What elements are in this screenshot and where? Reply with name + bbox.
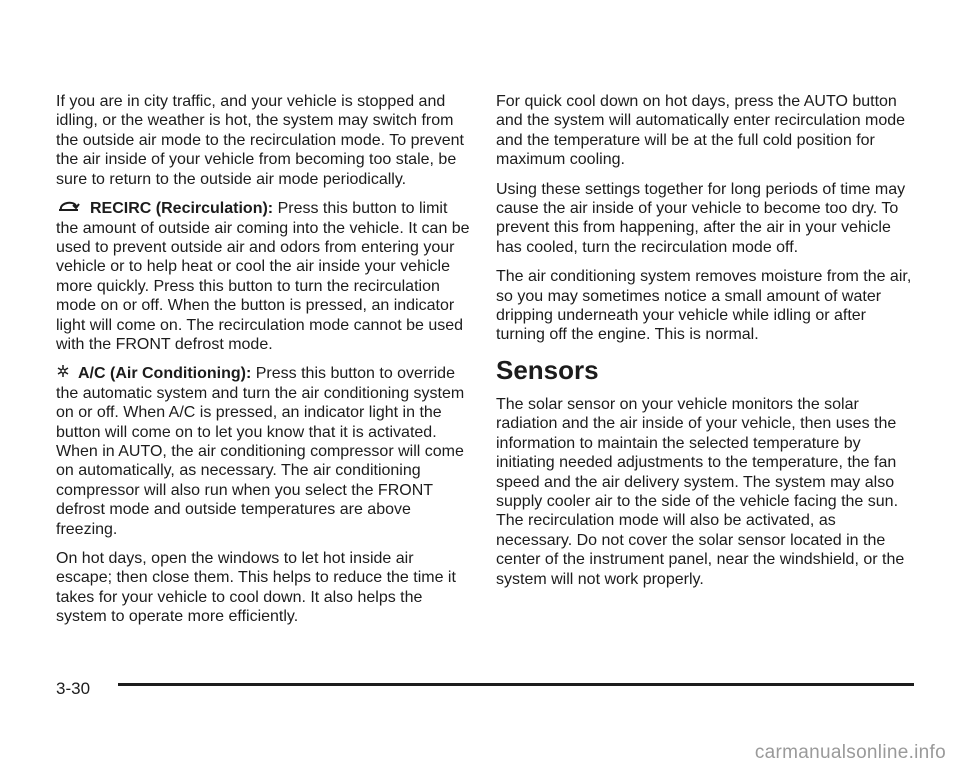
right-column [496,92,916,599]
paragraph-solar-sensor: The solar sensor on your vehicle monitors the solar radiation and the air inside of your vehicle, then uses the information to maintain the selected temperature by initiating needed adjustments to the temperature, the fan speed and the air delivery system. The system may also supply cooler air to the side of the vehicle facing the sun. The recirculation mode will also be activated, as necessary. Do not cover the solar sensor located in the center of the instrument panel, near the windshield, or the system will not work properly. [496,395,905,588]
paragraph-quick-cool: For quick cool down on hot days, press the AUTO button and the system will automatically enter recirculation mode and the temperature will be at the full cold position for maximum cooling. [496,93,906,169]
snowflake-icon [56,364,70,383]
paragraph-hot-days: On hot days, open the windows to let hot inside air escape; then close them. This helps to reduce the time it takes for your vehicle to cool down. It also helps the system to operate more efficiently. [56,550,456,626]
ac-title: A/C (Air Conditioning): [78,365,252,383]
paragraph-recirc [56,199,474,354]
paragraph-recirculation-intro: If you are in city traffic, and your vehicle is stopped and idling, or the weather is hot, the system may switch from the outside air mode to the recirculation mode. To prevent the air inside of your vehicle from becoming too stale, be sure to return to the outside air mode periodically. [56,93,464,188]
section-heading-sensors: Sensors [496,354,599,385]
recirc-title: RECIRC (Recirculation): [90,200,274,218]
left-column [56,92,474,637]
ac-text: Press this button to override the automatic system and turn the air conditioning system on or off. When A/C is pressed, an indicator light in the button will come on to let you know that it is activated. When in AUTO, the air conditioning compressor will come on automatically, as necessary. The air conditioning compressor will also run when you select the FRONT defrost mode and outside temperatures are above freezing. [56,365,465,538]
recirc-text: Press this button to limit the amount of outside air coming into the vehicle. It can be used to prevent outside air and odors from entering your vehicle or to help heat or cool the air inside your vehicle more quickly. Press this button to turn the recirculation mode on or off. When the button is pressed, an indicator light will come on. The recirculation mode cannot be used with the FRONT defrost mode. [56,200,470,353]
watermark: carmanualsonline.info [754,742,946,763]
paragraph-long-periods: Using these settings together for long periods of time may cause the air inside of your vehicle to become too dry. To prevent this from happening, after the air in your vehicle has cooled, turn the recirculation mode off. [496,180,906,256]
footer-rule [118,683,914,686]
paragraph-moisture: The air conditioning system removes moisture from the air, so you may sometimes notice a small amount of water dripping underneath your vehicle while idling or after turning off the engine. This is normal. [496,268,912,344]
page-number: 3-30 [56,679,91,698]
paragraph-ac [56,364,474,539]
recirculation-icon [56,199,82,218]
